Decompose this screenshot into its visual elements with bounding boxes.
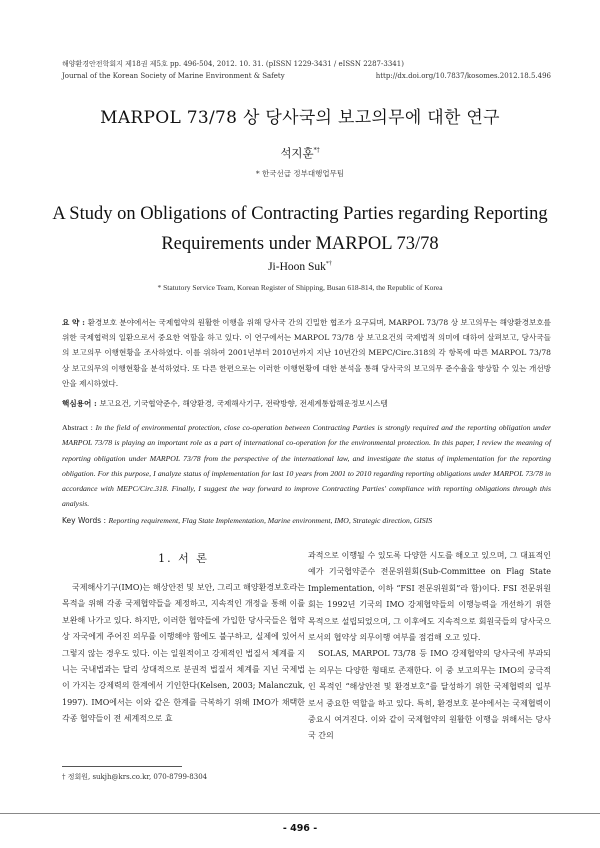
abstract-korean-text: 환경보호 분야에서는 국제협약의 원활한 이행을 위해 당사국 간의 긴밀한 협조가 요구되며, MARPOL 73/78 상 보고의무는 해양환경보호를 위한 국제협력의 일환으로서 중요한 역할을 하고 있다. 이 연구에서는 MARPOL 73/78 상 보고요건의 국제법적 의미에 대하여 살펴보고, 당사국들의 보고의무 이행현황을 조사하였다. 이를 위하여 2001년부터 2010년까지 지난 10년간의 MEPC/Circ.318의 각 항목에 따른 MARPOL 73/78 상 보고의무의 이행현황을 분석하였다. 또 다른 한편으로는 이러한 이행현황에 대한 분석을 통해 당사국의 보고의무 준수율을 향상할 수 있는 개선방안을 제시하였다. [62, 318, 552, 388]
title-english-line1: A Study on Obligations of Contracting Parties regarding Reporting [52, 204, 548, 224]
keywords-english-label: Key Words : [62, 516, 109, 525]
author-mark: *† [313, 147, 320, 155]
keywords-korean-text: 보고요건, 기국협약준수, 해양환경, 국제해사기구, 전략방향, 전세계통합해운정보시스템 [99, 399, 388, 408]
abstract-english-label: Abstract : [62, 423, 96, 432]
footnote: † 정회원, sukjh@krs.co.kr, 070-8799-8304 [62, 773, 208, 781]
author-english-mark: *† [325, 261, 332, 268]
keywords-korean-label: 핵심용어 : [62, 399, 100, 408]
keywords-english [62, 513, 551, 528]
author-korean-name: 석지훈 [280, 146, 314, 160]
author-korean [0, 145, 600, 161]
keywords-korean [62, 396, 551, 411]
abstract-english [62, 420, 551, 512]
abstract-korean [62, 315, 551, 391]
affiliation-english: * Statutory Service Team, Korean Register of Shipping, Busan 618-814, the Republic of Korea [157, 283, 443, 292]
page-divider [0, 813, 600, 814]
footnote-divider [62, 766, 182, 767]
body-column-left: 국제해사기구(IMO)는 해상안전 및 보안, 그리고 해양환경보호라는 목적을 위해 각종 국제협약들을 제정하고, 지속적인 개정을 통해 이를 보완해 나가고 있다. 하지만, 이러한 협약들에 가입한 당사국들은 협약상 자국에게 주어진 의무를 이행해야 함에도 불구하고, 실제에 있어서 그렇지 않는 경우도 있다. 이는 일원적이고 강제적인 법질서 체계를 지니는 국내법과는 달리 상대적으로 분권적 법질서 체계를 지닌 국제법이 가지는 강제력의 한계에서 기인한다(Kelsen, 2003; Malanczuk, 1997). IMO에서는 이와 같은 한계를 극복하기 위해 IMO가 채택한 각종 협약들이 전 세계적으로 효 [62, 583, 305, 724]
body-paragraph-right-2: SOLAS, MARPOL 73/78 등 IMO 강제협약의 당사국에 부과되는 의무는 다양한 형태로 존재한다. 이 중 보고의무는 IMO의 궁극적인 목적인 “해상안전 및 환경보호”를 달성하기 위한 국제협력의 일부로서 중요한 역할을 하고 있다. 특히, 환경보호 분야에서는 국제협력이 중요시 여겨진다. 이와 같이 국제협약의 원활한 이행을 위해서는 당사국 간의 [308, 649, 551, 741]
affiliation-korean: * 한국선급 정부대행업무팀 [255, 169, 345, 178]
page-number: - 496 - [282, 823, 318, 834]
author-english-name: Ji-Hoon Suk [268, 261, 326, 273]
abstract-english-text: In the field of environmental protection, close co-operation between Contracting Parties is strongly required and the reporting obligation under MARPOL 73/78 is playing an important role as a part of international co-operation for the environmental protection. In this paper, I review the meaning of reporting obligation under MARPOL 73/78 from the perspective of the international law, and investigate the status of implementation for the reporting obligation. For this purpose, I analyze status of implementation for last 10 years from 2001 to 2010 regarding reporting obligations under MARPOL 73/78 in accordance with MEPC/Circ.318. Finally, I suggest the way forward to improve Contracting Parties' compliance with reporting obligations through this analysis. [62, 423, 551, 509]
keywords-english-text: Reporting requirement, Flag State Implementation, Marine environment, IMO, Strategic direction, GISIS [108, 516, 433, 525]
journal-header-kr: 해양환경안전학회지 제18권 제5호 pp. 496-504, 2012. 10. 31. (pISSN 1229-3431 / eISSN 2287-3341) [62, 60, 404, 68]
title-english-line2: Requirements under MARPOL 73/78 [161, 234, 439, 254]
body-paragraph-right-1: 과적으로 이행될 수 있도록 다양한 시도를 해오고 있으며, 그 대표적인 예가 기국협약준수 전문위원회(Sub-Committee on Flag State Implementation, 이하 “FSI 전문위원회”라 함)이다. FSI 전문위원회는 1992년 기국의 IMO 강제협약들의 이행능력을 개선하기 위한 목적으로 설립되었으며, 그 이후에도 지속적으로 회원국들의 당사국으로서의 협약상 의무이행 여부를 점검해 오고 있다. [308, 551, 551, 643]
abstract-korean-label: 요 약 : [62, 318, 88, 327]
author-english [0, 261, 600, 273]
title-korean: MARPOL 73/78 상 당사국의 보고의무에 대한 연구 [100, 108, 500, 128]
body-column-right [308, 548, 551, 745]
doi-link[interactable]: http://dx.doi.org/10.7837/kosomes.2012.18.5.496 [375, 72, 551, 80]
section-1-title: 1. 서 론 [158, 552, 209, 565]
journal-header-en: Journal of the Korean Society of Marine Environment & Safety [62, 72, 285, 80]
title-english [0, 199, 600, 259]
